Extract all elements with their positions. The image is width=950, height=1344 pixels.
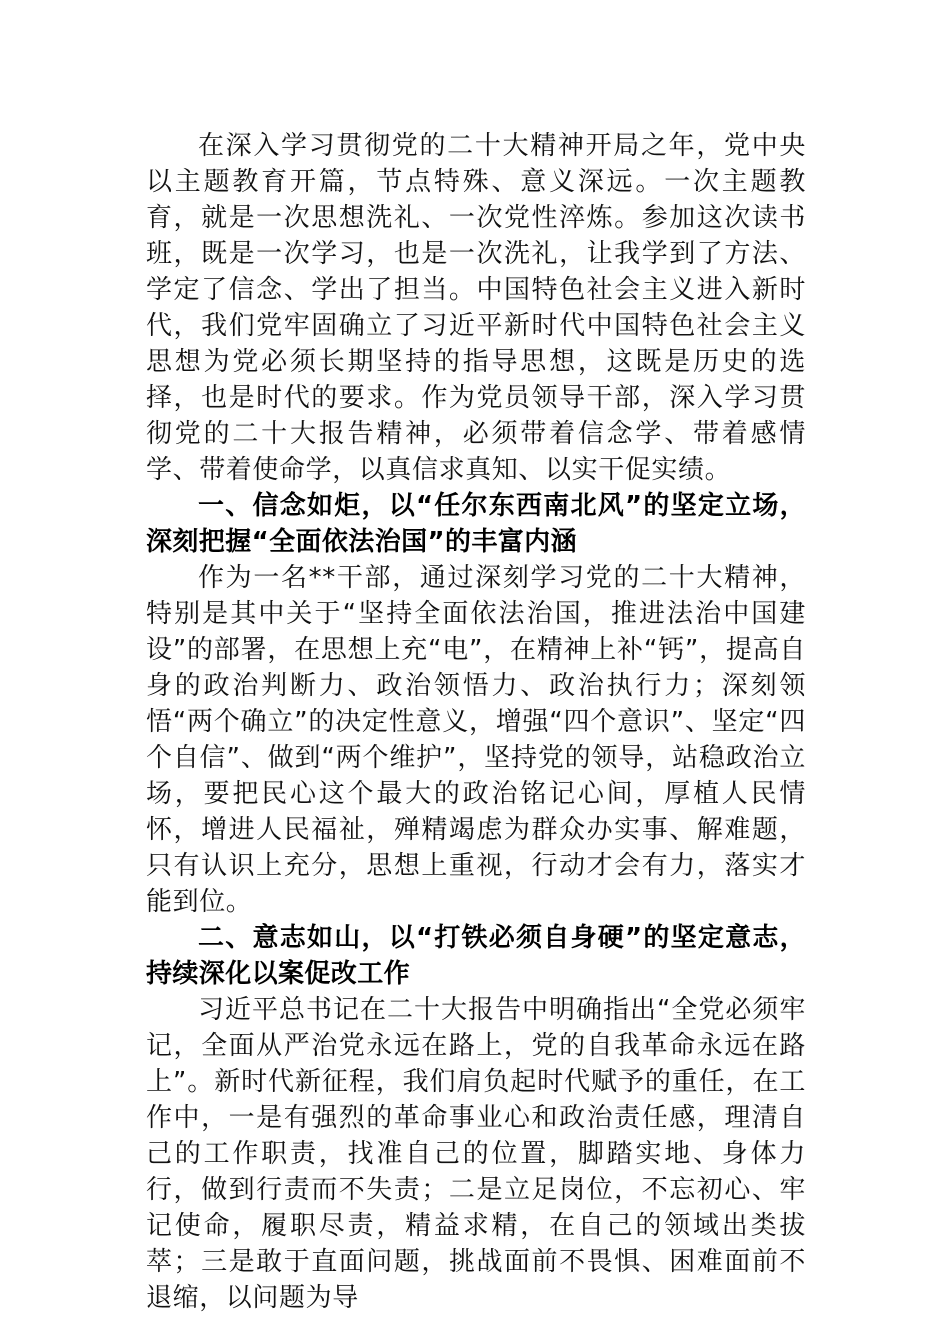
section-heading-2: 二、意志如山，以“打铁必须自身硬”的坚定意志，持续深化以案促改工作 [146,923,806,989]
intro-paragraph: 在深入学习贯彻党的二十大精神开局之年，党中央以主题教育开篇，节点特殊、意义深远。一次主题教育，就是一次思想洗礼、一次党性淬炼。参加这次读书班，既是一次学习，也是一次洗礼，让我学到了方法、学定了信念、学出了担当。中国特色社会主义进入新时代，我们党牢固确立了习近平新时代中国特色社会主义思想为党必须长期坚持的指导思想，这既是历史的选择，也是时代的要求。作为党员领导干部，深入学习贯彻党的二十大报告精神，必须带着信念学、带着感情学、带着使命学，以真信求真知、以实干促实绩。 [146,131,806,485]
section-1-paragraph: 作为一名**干部，通过深刻学习党的二十大精神，特别是其中关于“坚持全面依法治国，推进法治中国建设”的部署，在思想上充“电”，在精神上补“钙”，提高自身的政治判断力、政治领悟力、政治执行力；深刻领悟“两个确立”的决定性意义，增强“四个意识”、坚定“四个自信”、做到“两个维护”，坚持党的领导，站稳政治立场，要把民心这个最大的政治铭记心间，厚植人民情怀，增进人民福祉，殚精竭虑为群众办实事、解难题，只有认识上充分，思想上重视，行动才会有力，落实才能到位。 [146,563,806,917]
section-2-paragraph: 习近平总书记在二十大报告中明确指出“全党必须牢记，全面从严治党永远在路上，党的自我革命永远在路上”。新时代新征程，我们肩负起时代赋予的重任，在工作中，一是有强烈的革命事业心和政治责任感，理清自己的工作职责，找准自己的位置，脚踏实地、身体力行，做到行责而不失责；二是立足岗位，不忘初心、牢记使命，履职尽责，精益求精，在自己的领域出类拔萃；三是敢于直面问题，挑战面前不畏惧、困难面前不退缩，以问题为导 [146,995,806,1313]
document-page [146,128,806,1316]
section-heading-1: 一、信念如炬，以“任尔东西南北风”的坚定立场，深刻把握“全面依法治国”的丰富内涵 [146,491,806,557]
